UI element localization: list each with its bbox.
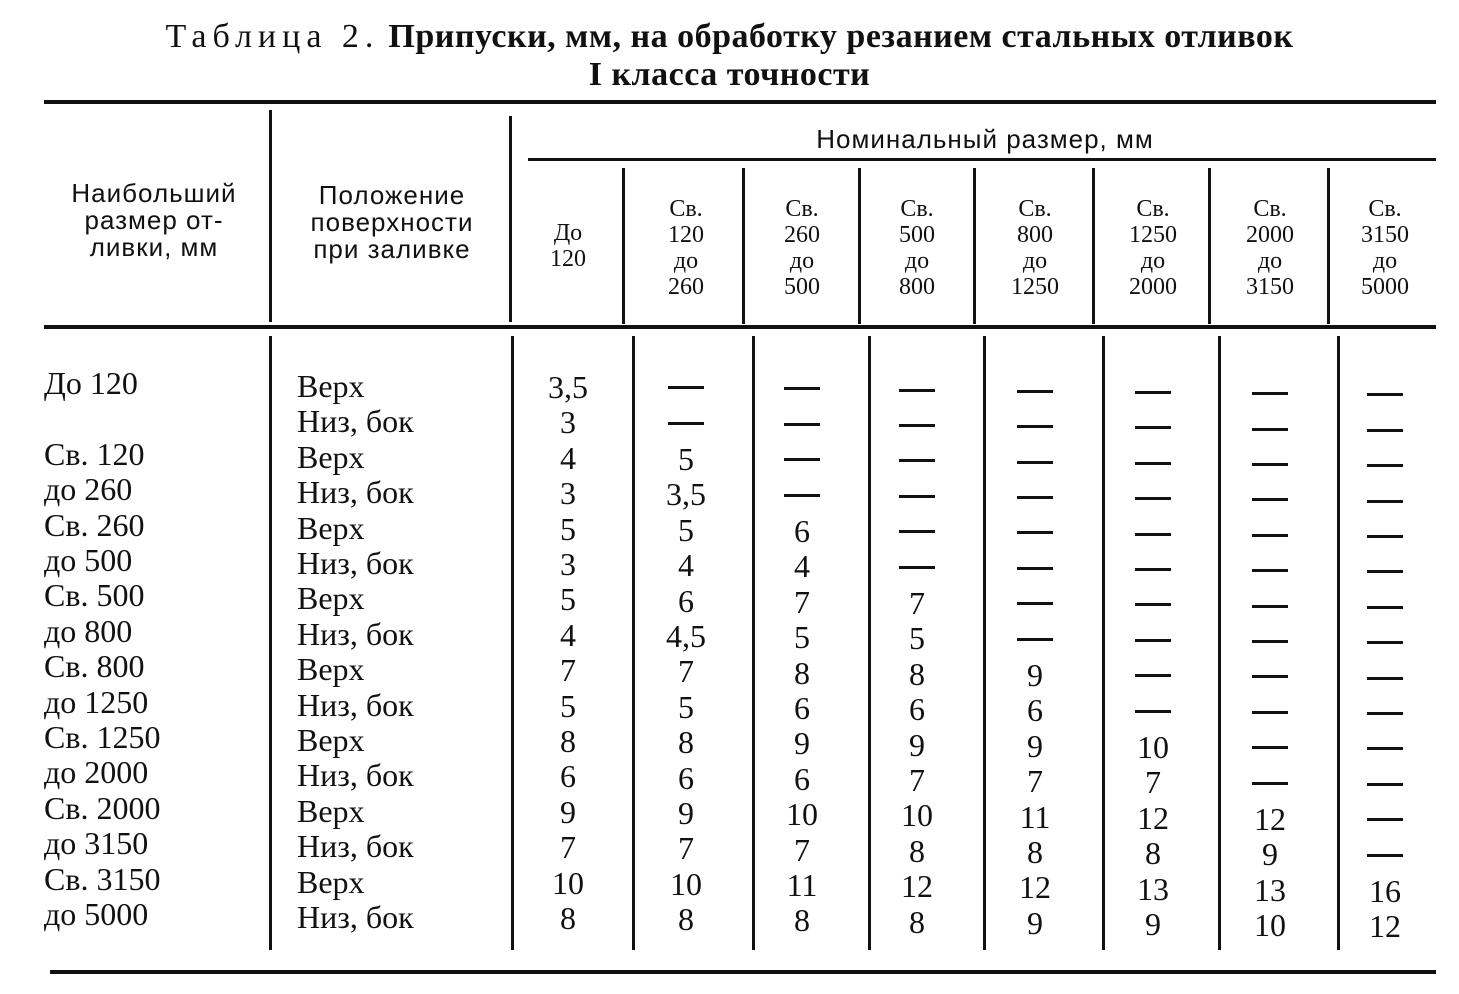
empty-dash (1335, 520, 1435, 555)
allowance-value: 9 (678, 795, 694, 831)
position-label: Верх (297, 509, 365, 546)
dash-mark (1367, 464, 1403, 467)
table-caption-line2: I класса точности (588, 56, 871, 93)
column-header-nominal (1335, 196, 1435, 300)
empty-dash (1335, 378, 1435, 413)
dash-mark (1367, 570, 1403, 573)
column-header-line: 2000 (1129, 274, 1177, 300)
empty-dash (1335, 414, 1435, 449)
allowance-value: 5 (678, 688, 694, 725)
empty-dash (867, 444, 967, 479)
header-divider (1327, 168, 1330, 324)
empty-dash (1220, 767, 1320, 802)
column-header-line: 1250 (1011, 274, 1059, 300)
allowance-value: 6 (678, 582, 694, 619)
empty-dash (1335, 626, 1435, 661)
allowance-value: 10 (901, 797, 933, 834)
dash-mark (1367, 535, 1403, 538)
empty-dash (1220, 413, 1320, 448)
empty-dash (985, 623, 1085, 658)
body-divider (632, 336, 635, 950)
empty-dash (1220, 590, 1320, 625)
column-header-line: До (553, 220, 583, 246)
empty-dash (1103, 695, 1203, 730)
empty-dash (985, 552, 1085, 587)
size-label: До 120 (44, 365, 138, 401)
allowance-value: 6 (678, 759, 694, 796)
column-header-line: до (789, 248, 815, 274)
allowance-value: 9 (1027, 904, 1043, 941)
allowance-value: 8 (794, 902, 810, 939)
empty-dash (1335, 803, 1435, 838)
allowance-value: 4 (560, 439, 576, 476)
dash-mark (1252, 569, 1288, 572)
dash-mark (899, 389, 935, 392)
allowance-value: 5 (794, 619, 810, 656)
empty-dash (1103, 624, 1203, 659)
dash-mark (899, 566, 935, 569)
size-label: до 2000 (44, 754, 149, 791)
column-header-nominal (1220, 196, 1320, 300)
dash-mark (1252, 675, 1288, 678)
allowance-value: 4,5 (666, 618, 706, 654)
size-label: до 260 (44, 471, 133, 508)
column-header-nominal (985, 196, 1085, 300)
empty-dash (1220, 483, 1320, 518)
column-group-header: Номинальный размер, мм (816, 124, 1154, 154)
position-label: Низ, бок (297, 686, 414, 723)
allowance-value: 6 (1027, 692, 1043, 729)
dash-mark (1367, 393, 1403, 396)
empty-dash (1335, 839, 1435, 874)
allowance-value: 7 (1027, 763, 1043, 800)
allowance-value: 10 (670, 865, 702, 902)
empty-dash (985, 481, 1085, 516)
dash-mark (1135, 568, 1171, 571)
size-label: до 1250 (44, 683, 149, 720)
column-header-line: Св. (1253, 196, 1287, 222)
empty-dash (867, 374, 967, 409)
size-label: Св. 1250 (44, 719, 161, 755)
size-label: Св. 3150 (44, 860, 161, 897)
allowance-value: 8 (909, 903, 925, 940)
column-header-line: Св. (1136, 196, 1170, 222)
empty-dash (1220, 448, 1320, 483)
allowance-value: 3 (560, 546, 576, 582)
column-header-line: 3150 (1246, 274, 1294, 300)
header-divider (1092, 168, 1095, 324)
empty-dash (752, 443, 852, 478)
allowance-value: 9 (1145, 906, 1161, 942)
allowance-value: 7 (909, 585, 925, 621)
column-header-line: 500 (899, 222, 935, 248)
allowance-value: 7 (1145, 764, 1161, 801)
position-label: Верх (297, 438, 365, 475)
allowance-value: 6 (794, 513, 810, 549)
empty-dash (1335, 485, 1435, 520)
allowance-value: 12 (1254, 801, 1286, 837)
position-label: Низ, бок (297, 828, 414, 865)
allowance-value: 7 (678, 830, 694, 867)
empty-dash (985, 410, 1085, 445)
dash-mark (1017, 602, 1053, 605)
allowance-value: 5 (678, 511, 694, 548)
empty-dash (1103, 518, 1203, 553)
dash-mark (1252, 711, 1288, 714)
table-title (0, 18, 1459, 94)
empty-dash (636, 371, 736, 406)
column-header-line: 120 (550, 246, 586, 272)
allowance-value: 11 (786, 867, 818, 903)
empty-dash (985, 446, 1085, 481)
position-label: Верх (297, 368, 365, 404)
allowance-value: 5 (678, 441, 694, 477)
dash-mark (1017, 638, 1053, 641)
empty-dash (1335, 732, 1435, 767)
column-header-nominal (518, 220, 618, 272)
column-header-line: Св. (785, 196, 819, 222)
dash-mark (1017, 567, 1053, 570)
allowance-value: 9 (1027, 727, 1043, 764)
size-label: до 500 (44, 542, 133, 578)
column-header-line: 800 (1017, 222, 1053, 248)
allowance-value: 9 (1262, 836, 1278, 873)
dash-mark (1367, 818, 1403, 821)
empty-dash (985, 516, 1085, 551)
table-number: Таблица 2. (165, 18, 380, 55)
header-divider (858, 168, 861, 324)
empty-dash (1220, 519, 1320, 554)
size-label: до 800 (44, 612, 133, 649)
dash-mark (1135, 497, 1171, 500)
dash-mark (1367, 854, 1403, 857)
position-label: Верх (297, 863, 365, 900)
allowance-value: 3,5 (666, 476, 706, 513)
allowance-value: 8 (909, 832, 925, 869)
column-header-line: 800 (899, 274, 935, 300)
allowance-value: 8 (909, 655, 925, 692)
allowance-value: 7 (678, 653, 694, 690)
group-rule (528, 158, 1436, 161)
position-label: Низ, бок (297, 545, 414, 581)
dash-mark (899, 530, 935, 533)
empty-dash (985, 587, 1085, 622)
size-label: до 3150 (44, 825, 149, 862)
empty-dash (1335, 768, 1435, 803)
column-header-line: до (1140, 248, 1166, 274)
column-header-line: до (1022, 248, 1048, 274)
size-label: Св. 260 (44, 506, 145, 543)
dash-mark (668, 386, 704, 389)
allowance-value: 8 (678, 901, 694, 938)
allowance-value: 7 (794, 583, 810, 620)
empty-dash (1335, 449, 1435, 484)
allowance-value: 4 (678, 547, 694, 584)
header-divider (973, 168, 976, 324)
empty-dash (1220, 554, 1320, 589)
empty-dash (1103, 482, 1203, 517)
allowance-value: 9 (909, 726, 925, 763)
allowance-value: 3,5 (548, 369, 588, 405)
column-header-line: 120 (668, 222, 704, 248)
position-label: Верх (297, 651, 365, 688)
dash-mark (1252, 463, 1288, 466)
allowance-value: 9 (1027, 657, 1043, 693)
header-divider (622, 168, 625, 324)
dash-mark (1135, 426, 1171, 429)
empty-dash (1103, 447, 1203, 482)
column-header-line: Св. (1368, 196, 1402, 222)
column-header-nominal (752, 196, 852, 300)
column-header-line: до (1372, 248, 1398, 274)
column-header-line: 2000 (1246, 222, 1294, 248)
dash-mark (1017, 531, 1053, 534)
dash-mark (1367, 606, 1403, 609)
allowance-value: 9 (794, 725, 810, 762)
empty-dash (1220, 696, 1320, 731)
allowance-value: 5 (560, 510, 576, 547)
column-header-line: 1250 (1129, 222, 1177, 248)
empty-dash (1335, 591, 1435, 626)
empty-dash (867, 515, 967, 550)
position-label: Верх (297, 580, 365, 617)
dash-mark (1367, 641, 1403, 644)
dash-mark (1367, 500, 1403, 503)
allowance-value: 7 (794, 831, 810, 868)
dash-mark (1252, 428, 1288, 431)
dash-mark (1135, 710, 1171, 713)
size-label: Св. 120 (44, 435, 145, 472)
empty-dash (1220, 731, 1320, 766)
empty-dash (1220, 660, 1320, 695)
empty-dash (1335, 662, 1435, 697)
empty-dash (636, 407, 736, 442)
dash-mark (1252, 392, 1288, 395)
dash-mark (1252, 605, 1288, 608)
dash-mark (1135, 639, 1171, 642)
bottom-rule (50, 970, 1436, 974)
column-header-size: Наибольший размер от- ливки, мм (71, 178, 237, 262)
allowance-value: 8 (560, 723, 576, 759)
dash-mark (784, 494, 820, 497)
dash-mark (784, 423, 820, 426)
column-header-line: до (673, 248, 699, 274)
empty-dash (1103, 553, 1203, 588)
dash-mark (899, 424, 935, 427)
column-header-nominal (636, 196, 736, 300)
empty-dash (1103, 659, 1203, 694)
allowance-value: 9 (560, 793, 576, 830)
allowance-value: 7 (560, 829, 576, 866)
dash-mark (1367, 677, 1403, 680)
dash-mark (1367, 429, 1403, 432)
header-bottom-rule (44, 325, 1436, 329)
dash-mark (1367, 747, 1403, 750)
allowance-value: 16 (1369, 873, 1401, 909)
column-header-line: 260 (668, 274, 704, 300)
empty-dash (752, 479, 852, 514)
allowance-value: 6 (794, 760, 810, 797)
empty-dash (752, 408, 852, 443)
allowance-value: 6 (794, 690, 810, 726)
empty-dash (867, 480, 967, 515)
allowance-value: 11 (1019, 798, 1051, 835)
allowance-value: 10 (1254, 907, 1286, 944)
column-header-nominal (1103, 196, 1203, 300)
position-label: Низ, бок (297, 474, 414, 511)
size-label: Св. 2000 (44, 789, 161, 826)
header-divider (742, 168, 745, 324)
header-divider (509, 116, 512, 322)
allowance-value: 6 (560, 758, 576, 795)
dash-mark (1252, 746, 1288, 749)
empty-dash (1220, 377, 1320, 412)
allowance-value: 6 (909, 691, 925, 728)
allowance-value: 10 (1137, 729, 1169, 765)
dash-mark (1135, 603, 1171, 606)
top-rule (44, 100, 1436, 104)
dash-mark (899, 495, 935, 498)
allowance-value: 4 (560, 616, 576, 653)
column-header-line: Св. (669, 196, 703, 222)
dash-mark (784, 387, 820, 390)
allowance-value: 12 (901, 868, 933, 905)
allowance-value: 12 (1369, 908, 1401, 945)
dash-mark (1017, 461, 1053, 464)
allowance-value: 10 (786, 796, 818, 833)
position-label: Низ, бок (297, 757, 414, 794)
dash-mark (1252, 534, 1288, 537)
empty-dash (867, 551, 967, 586)
size-label: Св. 500 (44, 577, 145, 614)
allowance-value: 8 (1027, 834, 1043, 870)
allowance-value: 7 (909, 762, 925, 798)
empty-dash (1103, 376, 1203, 411)
empty-dash (867, 409, 967, 444)
dash-mark (1252, 498, 1288, 501)
empty-dash (1103, 411, 1203, 446)
dash-mark (1017, 496, 1053, 499)
position-label: Низ, бок (297, 615, 414, 652)
size-label: Св. 800 (44, 648, 145, 685)
dash-mark (1135, 462, 1171, 465)
column-header-line: 260 (784, 222, 820, 248)
position-label: Верх (297, 792, 365, 829)
dash-mark (1135, 391, 1171, 394)
allowance-value: 5 (909, 620, 925, 657)
allowance-value: 5 (560, 687, 576, 724)
empty-dash (1220, 625, 1320, 660)
dash-mark (1135, 533, 1171, 536)
allowance-value: 12 (1137, 799, 1169, 836)
table-caption: Припуски, мм, на обработку резанием стальных отливок (388, 18, 1294, 55)
allowance-value: 7 (560, 652, 576, 689)
allowance-value: 3 (560, 404, 576, 441)
header-divider (1208, 168, 1211, 324)
allowance-value: 5 (560, 581, 576, 618)
dash-mark (784, 458, 820, 461)
dash-mark (1367, 712, 1403, 715)
position-label: Верх (297, 722, 365, 758)
allowance-value: 8 (794, 654, 810, 691)
column-header-line: 500 (784, 274, 820, 300)
allowance-value: 13 (1137, 870, 1169, 907)
position-label: Низ, бок (297, 403, 414, 440)
header-divider (269, 110, 272, 322)
column-header-position: Положение поверхности при заливке (310, 180, 474, 264)
column-header-line: до (904, 248, 930, 274)
dash-mark (1367, 783, 1403, 786)
empty-dash (985, 375, 1085, 410)
dash-mark (1252, 782, 1288, 785)
size-label: до 5000 (44, 896, 149, 932)
column-header-line: 5000 (1361, 274, 1409, 300)
dash-mark (899, 459, 935, 462)
dash-mark (1017, 390, 1053, 393)
allowance-value: 8 (560, 900, 576, 936)
column-header-line: 3150 (1361, 222, 1409, 248)
allowance-value: 12 (1019, 869, 1051, 906)
allowance-value: 3 (560, 475, 576, 512)
allowance-value: 8 (678, 724, 694, 761)
column-header-line: Св. (1018, 196, 1052, 222)
dash-mark (1135, 674, 1171, 677)
allowance-value: 4 (794, 548, 810, 585)
empty-dash (1103, 588, 1203, 623)
allowance-value: 10 (552, 864, 584, 901)
allowance-value: 8 (1145, 835, 1161, 872)
allowance-value: 13 (1254, 871, 1286, 908)
dash-mark (1017, 425, 1053, 428)
column-header-nominal (867, 196, 967, 300)
empty-dash (752, 372, 852, 407)
dash-mark (1252, 640, 1288, 643)
column-header-line: до (1257, 248, 1283, 274)
empty-dash (1335, 555, 1435, 590)
dash-mark (668, 422, 704, 425)
column-header-line: Св. (900, 196, 934, 222)
position-label: Низ, бок (297, 899, 414, 935)
empty-dash (1335, 697, 1435, 732)
